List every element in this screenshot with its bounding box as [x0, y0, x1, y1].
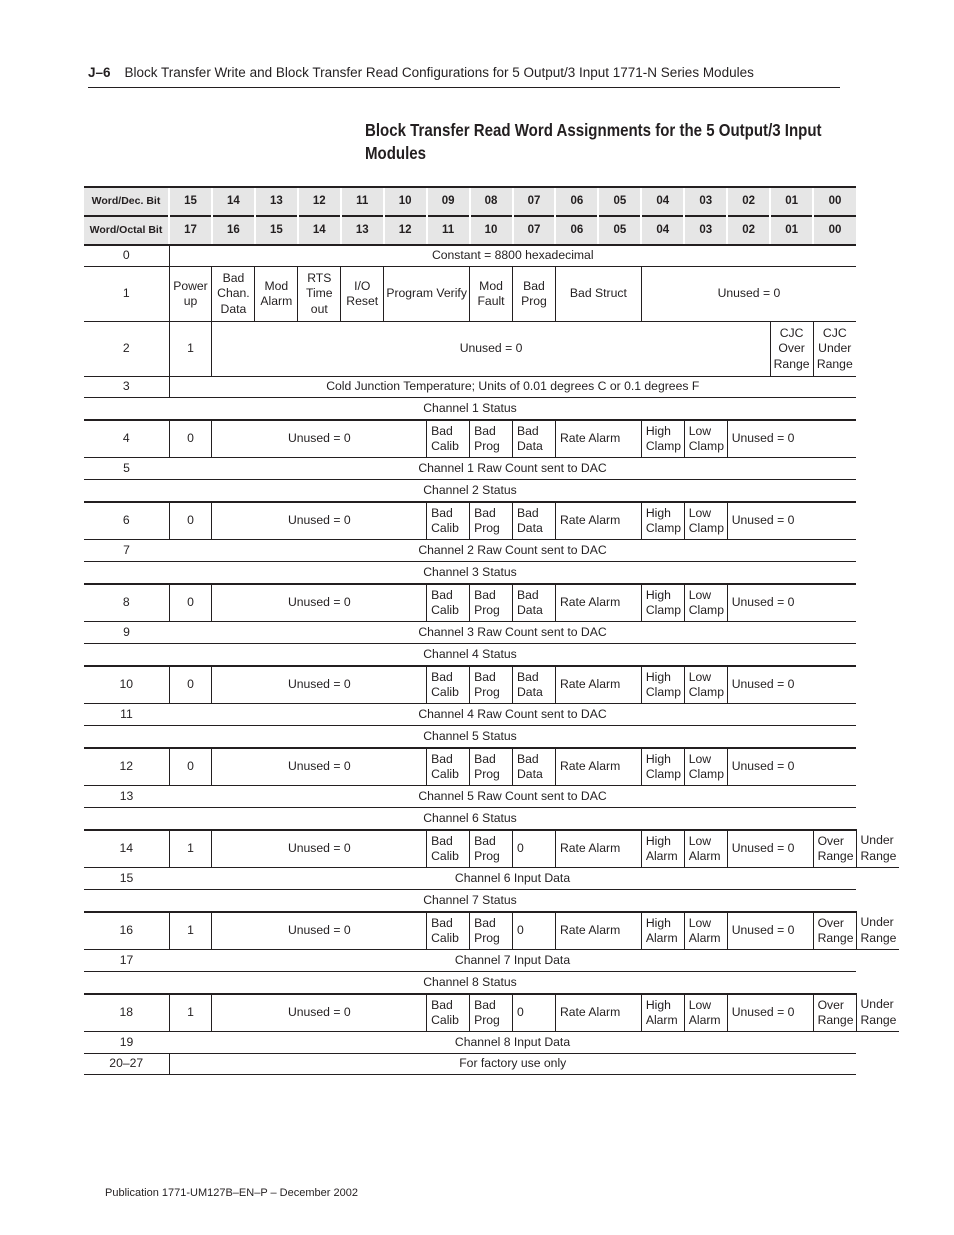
- channel-status-title-row: [84, 644, 899, 667]
- decimal-bit-header: 03: [684, 187, 727, 216]
- status-bit-field: Rate Alarm: [555, 994, 641, 1032]
- status-bit-field: Rate Alarm: [555, 912, 641, 950]
- channel-status-title-row: [84, 398, 899, 421]
- channel-status-title-row: [84, 890, 899, 913]
- channel-status-title: Channel 4 Status: [84, 644, 856, 667]
- decimal-bit-header: 10: [384, 187, 427, 216]
- status-bit-field: Over Range: [813, 912, 856, 950]
- status-bit-field: Low Clamp: [684, 584, 727, 622]
- status-bit-field: Unused = 0: [727, 584, 856, 622]
- word-number: 18: [84, 994, 169, 1032]
- status-bit-field: Bad Prog: [470, 584, 513, 622]
- status-bit-field: Unused = 0: [727, 502, 856, 540]
- bit-field: CJC Over Range: [770, 322, 813, 377]
- octal-bit-header: 16: [212, 216, 255, 245]
- status-bit-field: Bad Calib: [427, 830, 470, 868]
- decimal-bit-header: 05: [598, 187, 641, 216]
- section-title: Block Transfer Read Word Assignments for the 5 Output/3 Input Modules: [365, 120, 822, 163]
- channel-data-description: Channel 7 Input Data: [169, 950, 856, 972]
- status-bit-field: Rate Alarm: [555, 420, 641, 458]
- publication-footer: Publication 1771-UM127B–EN–P – December 2002: [105, 1187, 358, 1199]
- word-number: 4: [84, 420, 169, 458]
- status-bit-field: High Clamp: [641, 420, 684, 458]
- status-bit-field: 0: [169, 584, 212, 622]
- bit-header-octal: [84, 216, 899, 245]
- channel-status-title-row: [84, 562, 899, 585]
- channel-status-row: [84, 420, 899, 458]
- decimal-bit-header: 15: [169, 187, 212, 216]
- word-row: [84, 267, 899, 322]
- channel-status-title: Channel 6 Status: [84, 808, 856, 831]
- status-bit-field: Under Range: [856, 994, 899, 1032]
- bit-field: Mod Fault: [470, 267, 513, 322]
- status-bit-field: High Clamp: [641, 748, 684, 786]
- word-number: 20–27: [84, 1054, 169, 1075]
- bit-field: Unused = 0: [212, 322, 770, 377]
- decimal-bit-header: 07: [513, 187, 556, 216]
- status-bit-field: Bad Prog: [470, 420, 513, 458]
- decimal-bit-header: 00: [813, 187, 856, 216]
- word-description: For factory use only: [169, 1054, 856, 1075]
- channel-status-row: [84, 748, 899, 786]
- channel-status-title-row: [84, 972, 899, 995]
- status-bit-field: Over Range: [813, 994, 856, 1032]
- status-bit-field: 1: [169, 994, 212, 1032]
- octal-bit-header: 00: [813, 216, 856, 245]
- octal-bit-header: 03: [684, 216, 727, 245]
- word-number: 15: [84, 868, 169, 890]
- channel-status-row: [84, 584, 899, 622]
- channel-data-description: Channel 3 Raw Count sent to DAC: [169, 622, 856, 644]
- word-row: [84, 322, 899, 377]
- status-bit-field: Rate Alarm: [555, 666, 641, 704]
- channel-data-row: [84, 622, 899, 644]
- status-bit-field: 1: [169, 912, 212, 950]
- octal-bit-header: 06: [555, 216, 598, 245]
- channel-data-description: Channel 2 Raw Count sent to DAC: [169, 540, 856, 562]
- status-bit-field: Under Range: [856, 912, 899, 950]
- status-bit-field: 0: [169, 666, 212, 704]
- status-bit-field: Low Alarm: [684, 830, 727, 868]
- decimal-bit-header: 08: [470, 187, 513, 216]
- channel-status-row: [84, 912, 899, 950]
- status-bit-field: Unused = 0: [212, 502, 427, 540]
- octal-bit-header: 07: [513, 216, 556, 245]
- word-number: 11: [84, 704, 169, 726]
- octal-bit-header: 01: [770, 216, 813, 245]
- word-number: 13: [84, 786, 169, 808]
- word-number: 0: [84, 245, 169, 267]
- status-bit-field: Low Clamp: [684, 748, 727, 786]
- status-bit-field: Low Alarm: [684, 912, 727, 950]
- status-bit-field: Unused = 0: [212, 748, 427, 786]
- status-bit-field: Low Clamp: [684, 420, 727, 458]
- channel-status-row: [84, 502, 899, 540]
- word-number: 19: [84, 1032, 169, 1054]
- status-bit-field: Bad Prog: [470, 830, 513, 868]
- channel-status-title: Channel 2 Status: [84, 480, 856, 503]
- channel-status-title-row: [84, 480, 899, 503]
- bit-header-decimal: [84, 187, 899, 216]
- status-bit-field: Unused = 0: [212, 420, 427, 458]
- decimal-bit-header: 04: [641, 187, 684, 216]
- channel-data-row: [84, 458, 899, 480]
- word-number: 8: [84, 584, 169, 622]
- status-bit-field: 0: [513, 994, 556, 1032]
- word-row: [84, 1054, 899, 1075]
- status-bit-field: Bad Calib: [427, 994, 470, 1032]
- status-bit-field: Bad Prog: [470, 912, 513, 950]
- octal-bit-header: 14: [298, 216, 341, 245]
- bit-field: Mod Alarm: [255, 267, 298, 322]
- status-bit-field: 1: [169, 830, 212, 868]
- bit-field: 1: [169, 322, 212, 377]
- decimal-bit-header: 11: [341, 187, 384, 216]
- status-bit-field: Bad Prog: [470, 502, 513, 540]
- status-bit-field: Bad Calib: [427, 584, 470, 622]
- channel-data-description: Channel 8 Input Data: [169, 1032, 856, 1054]
- status-bit-field: Bad Calib: [427, 748, 470, 786]
- word-description: Constant = 8800 hexadecimal: [169, 245, 856, 267]
- channel-data-row: [84, 540, 899, 562]
- status-bit-field: High Alarm: [641, 912, 684, 950]
- word-number: 9: [84, 622, 169, 644]
- channel-status-title-row: [84, 808, 899, 831]
- channel-status-title: Channel 5 Status: [84, 726, 856, 749]
- bit-field: Bad Chan. Data: [212, 267, 255, 322]
- status-bit-field: Bad Data: [513, 584, 556, 622]
- bit-field: Program Verify: [384, 267, 470, 322]
- word-row: [84, 377, 899, 398]
- octal-bit-header: 13: [341, 216, 384, 245]
- status-bit-field: Unused = 0: [212, 994, 427, 1032]
- status-bit-field: Low Clamp: [684, 666, 727, 704]
- channel-data-row: [84, 868, 899, 890]
- channel-status-row: [84, 994, 899, 1032]
- status-bit-field: Bad Data: [513, 666, 556, 704]
- status-bit-field: Unused = 0: [212, 584, 427, 622]
- status-bit-field: Bad Prog: [470, 666, 513, 704]
- bit-field: Power up: [169, 267, 212, 322]
- decimal-bit-header: 09: [427, 187, 470, 216]
- channel-status-title: Channel 7 Status: [84, 890, 856, 913]
- octal-bit-header: 11: [427, 216, 470, 245]
- channel-data-row: [84, 1032, 899, 1054]
- octal-bit-header: 10: [470, 216, 513, 245]
- status-bit-field: Unused = 0: [212, 912, 427, 950]
- decimal-bit-header: 02: [727, 187, 770, 216]
- status-bit-field: High Clamp: [641, 502, 684, 540]
- word-number: 12: [84, 748, 169, 786]
- decimal-bit-header: 06: [555, 187, 598, 216]
- status-bit-field: Bad Data: [513, 748, 556, 786]
- status-bit-field: 0: [169, 502, 212, 540]
- status-bit-field: Unused = 0: [727, 666, 856, 704]
- bit-field: Bad Struct: [555, 267, 641, 322]
- octal-bit-header: 05: [598, 216, 641, 245]
- status-bit-field: Unused = 0: [212, 830, 427, 868]
- running-title: Block Transfer Write and Block Transfer Read Configurations for 5 Output/3 Input 1771-N Series Modules: [124, 65, 754, 80]
- status-bit-field: Bad Data: [513, 420, 556, 458]
- page-number: J–6: [88, 65, 111, 80]
- status-bit-field: 0: [169, 748, 212, 786]
- decimal-bit-label: Word/Dec. Bit: [84, 187, 169, 216]
- channel-status-title: Channel 1 Status: [84, 398, 856, 421]
- status-bit-field: Unused = 0: [212, 666, 427, 704]
- channel-status-title: Channel 8 Status: [84, 972, 856, 995]
- channel-status-row: [84, 830, 899, 868]
- channel-data-description: Channel 1 Raw Count sent to DAC: [169, 458, 856, 480]
- word-number: 7: [84, 540, 169, 562]
- status-bit-field: Low Alarm: [684, 994, 727, 1032]
- status-bit-field: Bad Prog: [470, 994, 513, 1032]
- status-bit-field: Bad Data: [513, 502, 556, 540]
- octal-bit-header: 17: [169, 216, 212, 245]
- channel-data-row: [84, 786, 899, 808]
- word-row: [84, 245, 899, 267]
- word-number: 10: [84, 666, 169, 704]
- bit-field: Unused = 0: [641, 267, 856, 322]
- bit-field: Bad Prog: [513, 267, 556, 322]
- word-number: 16: [84, 912, 169, 950]
- status-bit-field: Over Range: [813, 830, 856, 868]
- bit-field: I/O Reset: [341, 267, 384, 322]
- status-bit-field: Bad Calib: [427, 912, 470, 950]
- word-assignment-table: [84, 186, 899, 1075]
- status-bit-field: Rate Alarm: [555, 748, 641, 786]
- word-number: 14: [84, 830, 169, 868]
- running-header: [88, 65, 840, 88]
- bit-field: CJC Under Range: [813, 322, 856, 377]
- status-bit-field: Bad Calib: [427, 420, 470, 458]
- channel-data-row: [84, 950, 899, 972]
- octal-bit-header: 04: [641, 216, 684, 245]
- channel-data-row: [84, 704, 899, 726]
- status-bit-field: High Alarm: [641, 830, 684, 868]
- word-description: Cold Junction Temperature; Units of 0.01 degrees C or 0.1 degrees F: [169, 377, 856, 398]
- status-bit-field: 0: [513, 830, 556, 868]
- octal-bit-header: 12: [384, 216, 427, 245]
- status-bit-field: Under Range: [856, 830, 899, 868]
- channel-status-row: [84, 666, 899, 704]
- word-number: 1: [84, 267, 169, 322]
- status-bit-field: Rate Alarm: [555, 502, 641, 540]
- status-bit-field: Bad Calib: [427, 502, 470, 540]
- octal-bit-label: Word/Octal Bit: [84, 216, 169, 245]
- status-bit-field: Bad Calib: [427, 666, 470, 704]
- channel-data-description: Channel 6 Input Data: [169, 868, 856, 890]
- status-bit-field: Bad Prog: [470, 748, 513, 786]
- word-number: 2: [84, 322, 169, 377]
- word-number: 17: [84, 950, 169, 972]
- decimal-bit-header: 14: [212, 187, 255, 216]
- status-bit-field: Unused = 0: [727, 748, 856, 786]
- channel-data-description: Channel 4 Raw Count sent to DAC: [169, 704, 856, 726]
- status-bit-field: Rate Alarm: [555, 584, 641, 622]
- word-number: 3: [84, 377, 169, 398]
- status-bit-field: Unused = 0: [727, 830, 813, 868]
- status-bit-field: High Clamp: [641, 666, 684, 704]
- status-bit-field: Rate Alarm: [555, 830, 641, 868]
- status-bit-field: Low Clamp: [684, 502, 727, 540]
- status-bit-field: High Clamp: [641, 584, 684, 622]
- status-bit-field: Unused = 0: [727, 994, 813, 1032]
- channel-status-title-row: [84, 726, 899, 749]
- word-number: 6: [84, 502, 169, 540]
- decimal-bit-header: 12: [298, 187, 341, 216]
- decimal-bit-header: 01: [770, 187, 813, 216]
- bit-field: RTS Time out: [298, 267, 341, 322]
- octal-bit-header: 02: [727, 216, 770, 245]
- status-bit-field: 0: [513, 912, 556, 950]
- octal-bit-header: 15: [255, 216, 298, 245]
- channel-status-title: Channel 3 Status: [84, 562, 856, 585]
- status-bit-field: Unused = 0: [727, 912, 813, 950]
- decimal-bit-header: 13: [255, 187, 298, 216]
- word-number: 5: [84, 458, 169, 480]
- status-bit-field: 0: [169, 420, 212, 458]
- status-bit-field: Unused = 0: [727, 420, 856, 458]
- channel-data-description: Channel 5 Raw Count sent to DAC: [169, 786, 856, 808]
- status-bit-field: High Alarm: [641, 994, 684, 1032]
